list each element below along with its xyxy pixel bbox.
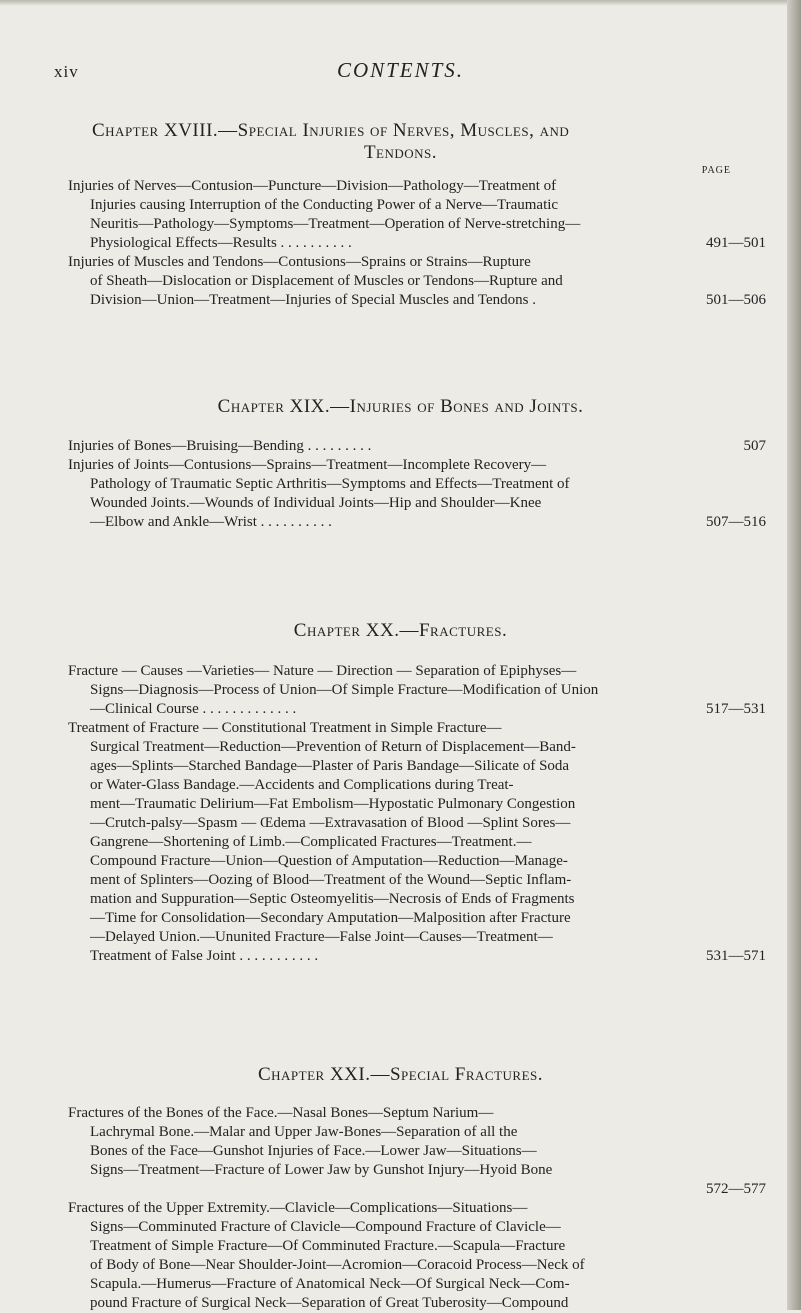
entry-line: Injuries of Muscles and Tendons—Contusions—Sprains or Strains—Rupture [68, 254, 531, 270]
toc-entry-fracture [68, 662, 766, 719]
entry-line: of Body of Bone—Near Shoulder-Joint—Acromion—Coracoid Process—Neck of [90, 1257, 585, 1273]
toc-entry-treatment-fracture [68, 719, 766, 966]
entry-line: Treatment of False Joint . . . . . . . . . . . [90, 948, 319, 964]
page-range: 531—571 [706, 948, 766, 964]
entry-line: Gangrene—Shortening of Limb.—Complicated Fractures—Treatment.— [90, 834, 532, 850]
entry-line: Surgical Treatment—Reduction—Prevention of Return of Displacement—Band- [90, 739, 576, 755]
entry-line: pound Fracture of Surgical Neck—Separation of Great Tuberosity—Compound [90, 1295, 569, 1311]
entry-line: Compound Fracture—Union—Question of Amputation—Reduction—Manage- [90, 853, 568, 869]
chapter-18-entries [0, 177, 801, 310]
entry-line: —Crutch-palsy—Spasm — Œdema —Extravasation of Blood —Splint Sores— [90, 815, 571, 831]
running-title: CONTENTS. [336, 58, 465, 82]
chapter-19 [0, 396, 801, 418]
entry-last-line [68, 234, 766, 253]
entry-line: ages—Splints—Starched Bandage—Plaster of Paris Bandage—Silicate of Soda [90, 758, 570, 774]
page-top-edge [0, 0, 801, 6]
entry-line: Injuries of Joints—Contusions—Sprains—Treatment—Incomplete Recovery— [68, 457, 547, 473]
page-range: 507—516 [706, 514, 766, 530]
entry-last-line [68, 513, 766, 532]
entry-line: Signs—Diagnosis—Process of Union—Of Simple Fracture—Modification of Union [90, 682, 599, 698]
entry-line: or Water-Glass Bandage.—Accidents and Complications during Treat- [90, 777, 514, 793]
entry-line: Signs—Comminuted Fracture of Clavicle—Compound Fracture of Clavicle— [90, 1219, 561, 1235]
toc-entry-upper-extremity [68, 1199, 766, 1313]
entry-line: —Clinical Course . . . . . . . . . . . . . [90, 701, 297, 717]
entry-line: Wounded Joints.—Wounds of Individual Joints—Hip and Shoulder—Knee [90, 495, 542, 511]
toc-entry-joints [68, 456, 766, 532]
entry-line: mation and Suppuration—Septic Osteomyelitis—Necrosis of Ends of Fragments [90, 891, 575, 907]
page-range: 572—577 [706, 1181, 766, 1197]
page-number: xiv [54, 62, 79, 81]
chapter-21-entries [0, 1104, 801, 1313]
toc-entry-nerves [68, 177, 766, 253]
page-range: 491—501 [706, 235, 766, 251]
chapter-heading: Chapter XXI.—Special Fractures. [257, 1064, 544, 1085]
entry-line: Injuries of Bones—Bruising—Bending . . . . . . . . . [68, 438, 372, 454]
page-range: 507 [743, 438, 766, 454]
chapter-19-entries [0, 437, 801, 532]
entry-line: ment—Traumatic Delirium—Fat Embolism—Hypostatic Pulmonary Congestion [90, 796, 576, 812]
chapter-20-entries [0, 662, 801, 966]
entry-line: Signs—Treatment—Fracture of Lower Jaw by Gunshot Injury—Hyoid Bone [90, 1162, 553, 1178]
entry-last-line [68, 700, 766, 719]
entry-line: Bones of the Face—Gunshot Injuries of Face.—Lower Jaw—Situations— [90, 1143, 537, 1159]
entry-last-line [68, 291, 766, 310]
entry-line: of Sheath—Dislocation or Displacement of Muscles or Tendons—Rupture and [90, 273, 563, 289]
page-column-label: PAGE [701, 165, 731, 176]
entry-line: Neuritis—Pathology—Symptoms—Treatment—Operation of Nerve-stretching— [90, 216, 581, 232]
page-range: 501—506 [706, 292, 766, 308]
chapter-21 [0, 1064, 801, 1086]
entry-line: Lachrymal Bone.—Malar and Upper Jaw-Bones—Separation of all the [90, 1124, 518, 1140]
entry-last-line [68, 947, 766, 966]
entry-line: Injuries causing Interruption of the Conducting Power of a Nerve—Traumatic [90, 197, 559, 213]
chapter-heading: Chapter XIX.—Injuries of Bones and Joints. [217, 396, 584, 417]
entry-line: Scapula.—Humerus—Fracture of Anatomical Neck—Of Surgical Neck—Com- [90, 1276, 570, 1292]
entry-line: —Elbow and Ankle—Wrist . . . . . . . . . . [90, 514, 332, 530]
page-range: 517—531 [706, 701, 766, 717]
toc-entry-bones [68, 437, 766, 456]
entry-line: —Delayed Union.—Ununited Fracture—False Joint—Causes—Treatment— [90, 929, 553, 945]
chapter-20 [0, 620, 801, 642]
entry-line: Fractures of the Upper Extremity.—Clavicle—Complications—Situations— [68, 1200, 528, 1216]
entry-line: Fracture — Causes —Varieties— Nature — Direction — Separation of Epiphyses— [68, 663, 577, 679]
entry-line: Injuries of Nerves—Contusion—Puncture—Division—Pathology—Treatment of [68, 178, 557, 194]
entry-last-line [68, 437, 766, 456]
chapter-heading-continued: Tendons. [363, 142, 438, 163]
entry-line: Division—Union—Treatment—Injuries of Special Muscles and Tendons . [90, 292, 536, 308]
chapter-heading: Chapter XX.—Fractures. [293, 620, 508, 641]
entry-line: —Time for Consolidation—Secondary Amputation—Malposition after Fracture [90, 910, 571, 926]
chapter-18 [0, 120, 801, 164]
entry-line: ment of Splinters—Oozing of Blood—Treatment of the Wound—Septic Inflam- [90, 872, 572, 888]
entry-line: Fractures of the Bones of the Face.—Nasal Bones—Septum Narium— [68, 1105, 494, 1121]
entry-line: Treatment of Fracture — Constitutional Treatment in Simple Fracture— [68, 720, 502, 736]
entry-line: Treatment of Simple Fracture—Of Comminuted Fracture.—Scapula—Fracture [90, 1238, 566, 1254]
running-header [0, 56, 801, 86]
entry-line: Pathology of Traumatic Septic Arthritis—Symptoms and Effects—Treatment of [90, 476, 570, 492]
chapter-heading: Chapter XVIII.—Special Injuries of Nerves, Muscles, and [92, 120, 570, 141]
toc-entry-muscles [68, 253, 766, 310]
entry-line: Physiological Effects—Results . . . . . . . . . . [90, 235, 352, 251]
toc-entry-face [68, 1104, 766, 1199]
